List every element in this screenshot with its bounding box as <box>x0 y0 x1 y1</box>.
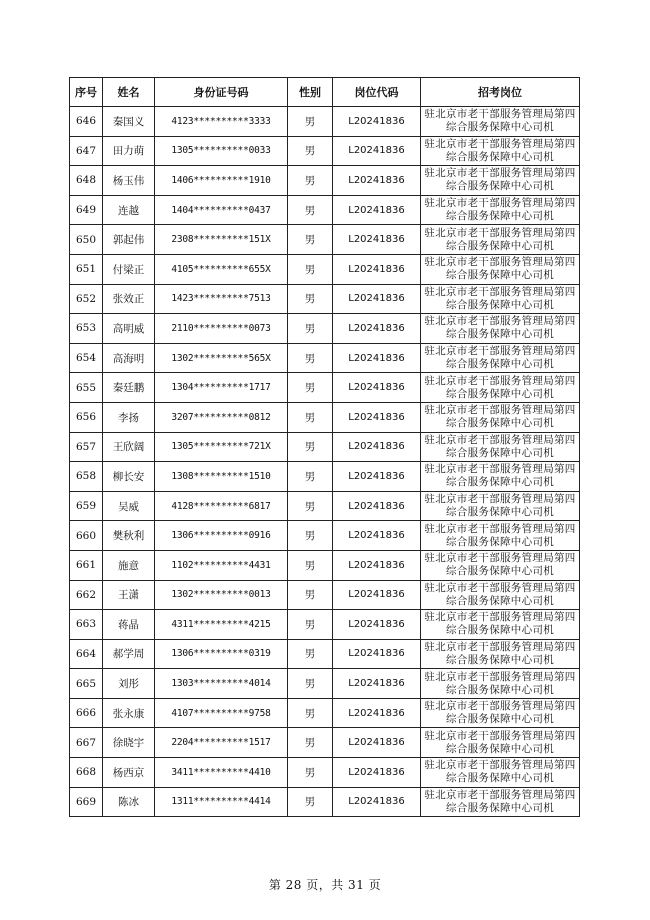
name-cell: 高海明 <box>103 343 155 373</box>
name-cell: 柳长安 <box>103 462 155 492</box>
gender-cell: 男 <box>288 402 333 432</box>
id-number-cell: 1406**********1910 <box>155 166 288 196</box>
name-cell: 郭起伟 <box>103 225 155 255</box>
seq-cell: 660 <box>70 521 103 551</box>
gender-cell: 男 <box>288 225 333 255</box>
id-number-cell: 3411**********4410 <box>155 758 288 788</box>
id-number-cell: 4128**********6817 <box>155 491 288 521</box>
name-cell: 田力萌 <box>103 136 155 166</box>
position-cell: 驻北京市老干部服务管理局第四综合服务保障中心司机 <box>421 225 580 255</box>
id-number-cell: 1302**********565X <box>155 343 288 373</box>
seq-cell: 664 <box>70 639 103 669</box>
gender-cell: 男 <box>288 610 333 640</box>
position-cell: 驻北京市老干部服务管理局第四综合服务保障中心司机 <box>421 728 580 758</box>
position-cell: 驻北京市老干部服务管理局第四综合服务保障中心司机 <box>421 698 580 728</box>
table-row <box>70 402 580 432</box>
table-row <box>70 491 580 521</box>
table-row <box>70 195 580 225</box>
position-code-cell: L20241836 <box>333 284 421 314</box>
seq-cell: 667 <box>70 728 103 758</box>
position-code-cell: L20241836 <box>333 580 421 610</box>
header-gender: 性别 <box>288 78 333 107</box>
seq-cell: 646 <box>70 107 103 137</box>
gender-cell: 男 <box>288 787 333 817</box>
table-row <box>70 728 580 758</box>
table-row <box>70 787 580 817</box>
table-row <box>70 669 580 699</box>
position-code-cell: L20241836 <box>333 254 421 284</box>
position-code-cell: L20241836 <box>333 462 421 492</box>
seq-cell: 653 <box>70 314 103 344</box>
position-cell: 驻北京市老干部服务管理局第四综合服务保障中心司机 <box>421 580 580 610</box>
seq-cell: 662 <box>70 580 103 610</box>
name-cell: 付梁正 <box>103 254 155 284</box>
seq-cell: 659 <box>70 491 103 521</box>
seq-cell: 655 <box>70 373 103 403</box>
table-row <box>70 254 580 284</box>
id-number-cell: 3207**********0812 <box>155 402 288 432</box>
position-code-cell: L20241836 <box>333 225 421 255</box>
position-cell: 驻北京市老干部服务管理局第四综合服务保障中心司机 <box>421 639 580 669</box>
position-code-cell: L20241836 <box>333 373 421 403</box>
table-body <box>70 107 580 817</box>
gender-cell: 男 <box>288 107 333 137</box>
candidate-table <box>69 77 580 817</box>
table-row <box>70 462 580 492</box>
table-row <box>70 550 580 580</box>
gender-cell: 男 <box>288 728 333 758</box>
id-number-cell: 2308**********151X <box>155 225 288 255</box>
position-code-cell: L20241836 <box>333 728 421 758</box>
position-cell: 驻北京市老干部服务管理局第四综合服务保障中心司机 <box>421 758 580 788</box>
position-code-cell: L20241836 <box>333 758 421 788</box>
position-code-cell: L20241836 <box>333 550 421 580</box>
table-row <box>70 225 580 255</box>
name-cell: 连越 <box>103 195 155 225</box>
id-number-cell: 1306**********0916 <box>155 521 288 551</box>
seq-cell: 649 <box>70 195 103 225</box>
table-row <box>70 432 580 462</box>
table-row <box>70 639 580 669</box>
gender-cell: 男 <box>288 580 333 610</box>
gender-cell: 男 <box>288 491 333 521</box>
name-cell: 徐晓宇 <box>103 728 155 758</box>
gender-cell: 男 <box>288 698 333 728</box>
name-cell: 张效正 <box>103 284 155 314</box>
position-code-cell: L20241836 <box>333 314 421 344</box>
id-number-cell: 1423**********7513 <box>155 284 288 314</box>
gender-cell: 男 <box>288 521 333 551</box>
position-code-cell: L20241836 <box>333 432 421 462</box>
name-cell: 杨西京 <box>103 758 155 788</box>
position-code-cell: L20241836 <box>333 639 421 669</box>
header-id-number: 身份证号码 <box>155 78 288 107</box>
position-cell: 驻北京市老干部服务管理局第四综合服务保障中心司机 <box>421 343 580 373</box>
table-row <box>70 580 580 610</box>
id-number-cell: 4107**********9758 <box>155 698 288 728</box>
id-number-cell: 1305**********721X <box>155 432 288 462</box>
position-cell: 驻北京市老干部服务管理局第四综合服务保障中心司机 <box>421 432 580 462</box>
position-code-cell: L20241836 <box>333 698 421 728</box>
gender-cell: 男 <box>288 669 333 699</box>
position-cell: 驻北京市老干部服务管理局第四综合服务保障中心司机 <box>421 314 580 344</box>
seq-cell: 666 <box>70 698 103 728</box>
gender-cell: 男 <box>288 462 333 492</box>
id-number-cell: 1308**********1510 <box>155 462 288 492</box>
position-cell: 驻北京市老干部服务管理局第四综合服务保障中心司机 <box>421 550 580 580</box>
header-position: 招考岗位 <box>421 78 580 107</box>
gender-cell: 男 <box>288 432 333 462</box>
position-code-cell: L20241836 <box>333 195 421 225</box>
name-cell: 杨玉伟 <box>103 166 155 196</box>
id-number-cell: 1305**********0033 <box>155 136 288 166</box>
seq-cell: 665 <box>70 669 103 699</box>
table-row <box>70 166 580 196</box>
table-row <box>70 107 580 137</box>
gender-cell: 男 <box>288 639 333 669</box>
name-cell: 蒋晶 <box>103 610 155 640</box>
id-number-cell: 1302**********0013 <box>155 580 288 610</box>
position-cell: 驻北京市老干部服务管理局第四综合服务保障中心司机 <box>421 402 580 432</box>
name-cell: 刘彤 <box>103 669 155 699</box>
position-cell: 驻北京市老干部服务管理局第四综合服务保障中心司机 <box>421 254 580 284</box>
name-cell: 王欣阔 <box>103 432 155 462</box>
position-code-cell: L20241836 <box>333 491 421 521</box>
position-cell: 驻北京市老干部服务管理局第四综合服务保障中心司机 <box>421 373 580 403</box>
seq-cell: 652 <box>70 284 103 314</box>
id-number-cell: 1102**********4431 <box>155 550 288 580</box>
name-cell: 王潇 <box>103 580 155 610</box>
table-header-row <box>70 78 580 107</box>
name-cell: 李扬 <box>103 402 155 432</box>
seq-cell: 648 <box>70 166 103 196</box>
name-cell: 施意 <box>103 550 155 580</box>
page-footer: 第 28 页，共 31 页 <box>268 878 382 892</box>
name-cell: 樊秋利 <box>103 521 155 551</box>
id-number-cell: 2204**********1517 <box>155 728 288 758</box>
name-cell: 高明威 <box>103 314 155 344</box>
position-cell: 驻北京市老干部服务管理局第四综合服务保障中心司机 <box>421 521 580 551</box>
name-cell: 秦廷鹏 <box>103 373 155 403</box>
seq-cell: 669 <box>70 787 103 817</box>
seq-cell: 647 <box>70 136 103 166</box>
gender-cell: 男 <box>288 758 333 788</box>
position-cell: 驻北京市老干部服务管理局第四综合服务保障中心司机 <box>421 610 580 640</box>
position-code-cell: L20241836 <box>333 402 421 432</box>
name-cell: 郝学周 <box>103 639 155 669</box>
header-seq: 序号 <box>70 78 103 107</box>
position-cell: 驻北京市老干部服务管理局第四综合服务保障中心司机 <box>421 462 580 492</box>
seq-cell: 661 <box>70 550 103 580</box>
gender-cell: 男 <box>288 550 333 580</box>
table-row <box>70 314 580 344</box>
seq-cell: 663 <box>70 610 103 640</box>
table-row <box>70 698 580 728</box>
gender-cell: 男 <box>288 195 333 225</box>
id-number-cell: 1404**********0437 <box>155 195 288 225</box>
seq-cell: 668 <box>70 758 103 788</box>
table-row <box>70 758 580 788</box>
id-number-cell: 1311**********4414 <box>155 787 288 817</box>
id-number-cell: 4123**********3333 <box>155 107 288 137</box>
position-cell: 驻北京市老干部服务管理局第四综合服务保障中心司机 <box>421 491 580 521</box>
name-cell: 吴威 <box>103 491 155 521</box>
position-cell: 驻北京市老干部服务管理局第四综合服务保障中心司机 <box>421 195 580 225</box>
position-code-cell: L20241836 <box>333 787 421 817</box>
gender-cell: 男 <box>288 373 333 403</box>
seq-cell: 658 <box>70 462 103 492</box>
gender-cell: 男 <box>288 343 333 373</box>
position-code-cell: L20241836 <box>333 343 421 373</box>
seq-cell: 651 <box>70 254 103 284</box>
name-cell: 秦国义 <box>103 107 155 137</box>
table-row <box>70 373 580 403</box>
position-code-cell: L20241836 <box>333 136 421 166</box>
id-number-cell: 1304**********1717 <box>155 373 288 403</box>
position-cell: 驻北京市老干部服务管理局第四综合服务保障中心司机 <box>421 166 580 196</box>
gender-cell: 男 <box>288 284 333 314</box>
id-number-cell: 4105**********655X <box>155 254 288 284</box>
position-cell: 驻北京市老干部服务管理局第四综合服务保障中心司机 <box>421 669 580 699</box>
position-code-cell: L20241836 <box>333 610 421 640</box>
position-cell: 驻北京市老干部服务管理局第四综合服务保障中心司机 <box>421 136 580 166</box>
seq-cell: 650 <box>70 225 103 255</box>
id-number-cell: 2110**********0073 <box>155 314 288 344</box>
table-row <box>70 610 580 640</box>
seq-cell: 654 <box>70 343 103 373</box>
gender-cell: 男 <box>288 254 333 284</box>
name-cell: 张永康 <box>103 698 155 728</box>
seq-cell: 656 <box>70 402 103 432</box>
gender-cell: 男 <box>288 314 333 344</box>
header-name: 姓名 <box>103 78 155 107</box>
header-position-code: 岗位代码 <box>333 78 421 107</box>
gender-cell: 男 <box>288 136 333 166</box>
table-row <box>70 343 580 373</box>
position-code-cell: L20241836 <box>333 166 421 196</box>
position-code-cell: L20241836 <box>333 521 421 551</box>
position-code-cell: L20241836 <box>333 669 421 699</box>
table-row <box>70 284 580 314</box>
table-row <box>70 521 580 551</box>
table-row <box>70 136 580 166</box>
position-cell: 驻北京市老干部服务管理局第四综合服务保障中心司机 <box>421 787 580 817</box>
gender-cell: 男 <box>288 166 333 196</box>
id-number-cell: 4311**********4215 <box>155 610 288 640</box>
name-cell: 陈冰 <box>103 787 155 817</box>
position-cell: 驻北京市老干部服务管理局第四综合服务保障中心司机 <box>421 284 580 314</box>
position-cell: 驻北京市老干部服务管理局第四综合服务保障中心司机 <box>421 107 580 137</box>
seq-cell: 657 <box>70 432 103 462</box>
position-code-cell: L20241836 <box>333 107 421 137</box>
id-number-cell: 1306**********0319 <box>155 639 288 669</box>
id-number-cell: 1303**********4014 <box>155 669 288 699</box>
